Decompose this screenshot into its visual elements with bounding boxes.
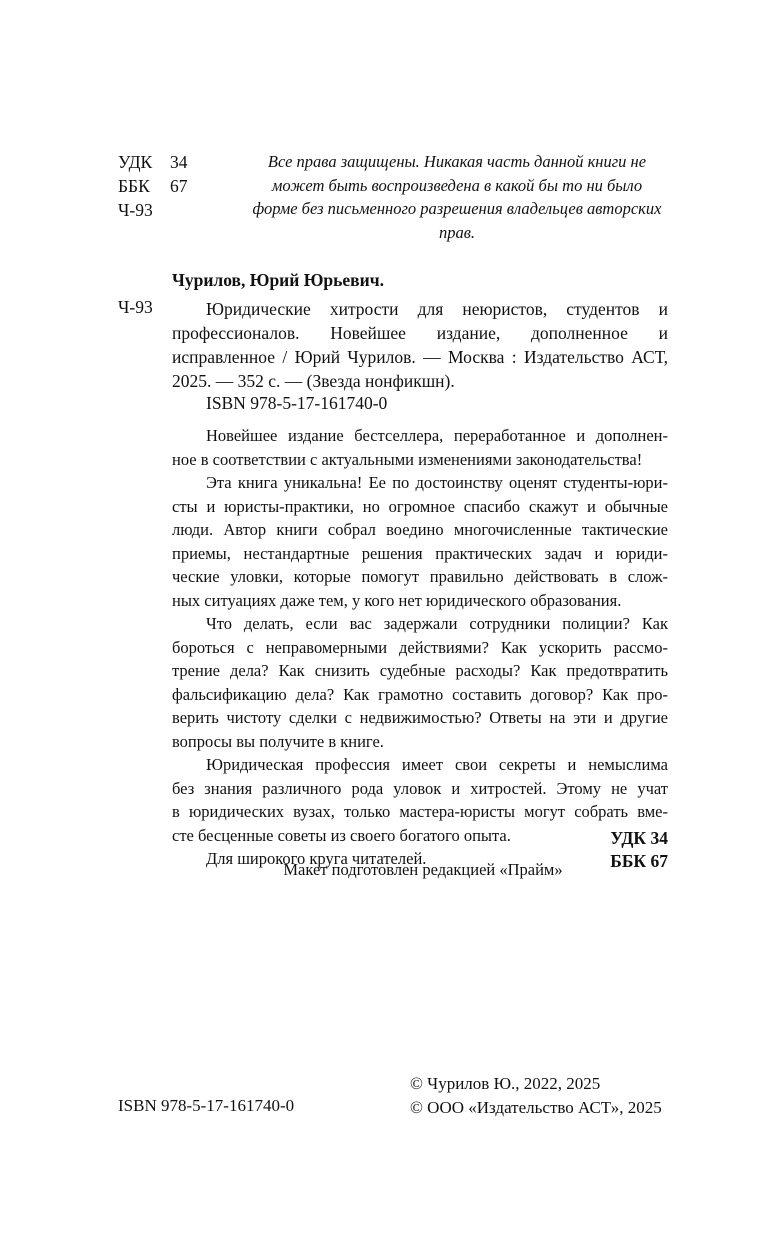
annotation (172, 424, 668, 871)
author-mark-label: Ч-93 (118, 200, 153, 220)
rights-notice: Все права защищены. Никакая часть данной книги не может быть воспроизведена в какой бы то ни было форме без письменного разрешения владельцев авторских прав. (252, 152, 662, 242)
annotation-line: без знания различного рода уловок и хитростей. Этому не учат (172, 778, 668, 798)
biblio-text: Юридические хитрости для неюристов, студентов и профессионалов. Новейшее издание, дополненное и исправленное / Юрий Чурилов. — Москва : Издательство АСТ, 2025. — 352 с. — (Звезда нонфикшн). (172, 299, 668, 391)
annotation-line: бороться с неправомерными действиями? Как ускорить рассмо- (172, 637, 668, 657)
bbk-value: 67 (170, 176, 188, 196)
bibliographic-description (172, 297, 668, 393)
udk-value: 34 (170, 152, 188, 172)
annotation-line: люди. Автор книги собрал воедино многочисленные тактические (172, 520, 668, 539)
bbk-label: ББК (118, 176, 150, 196)
biblio-author-mark: Ч-93 (118, 297, 153, 317)
bbk-code-right: ББК 67 (610, 851, 668, 871)
annotation-line: ное в соответствии с актуальными изменениями законодательства! (172, 449, 643, 469)
copyright-author: © Чурилов Ю., 2022, 2025 (410, 1074, 601, 1093)
udk-code (118, 150, 188, 174)
annotation-line: верить чистоту сделки с недвижимостью? Ответы на эти и другие (172, 708, 668, 727)
isbn-bottom: ISBN 978-5-17-161740-0 (118, 1096, 295, 1115)
annotation-line: ческие уловки, которые помогут правильно действовать в слож- (172, 567, 668, 586)
annotation-line: в юридических вузах, только мастера-юристы могут собрать вме- (172, 802, 668, 821)
annotation-line: фальсификацию дела? Как грамотно составить договор? Как про- (172, 684, 668, 704)
author-heading: Чурилов, Юрий Юрьевич. (172, 270, 384, 290)
author-mark-code (118, 198, 188, 222)
copyright-publisher: © ООО «Издательство АСТ», 2025 (410, 1098, 662, 1117)
annotation-line: Эта книга уникальна! Ее по достоинству оценят студенты-юри- (206, 473, 668, 492)
annotation-line: ных ситуациях даже тем, у кого нет юридического образования. (172, 590, 622, 610)
annotation-line: Новейшее издание бестселлера, переработанное и дополнен- (206, 426, 668, 445)
annotation-line: сты и юристы-практики, но огромное спасибо скажут и обычные (172, 496, 668, 516)
udk-label: УДК (118, 152, 153, 172)
annotation-line: приемы, нестандартные решения практических задач и юриди- (172, 543, 668, 563)
copyright-block (410, 1072, 662, 1120)
annotation-line: трение дела? Как снизить судебные расходы? Как предотвратить (172, 661, 668, 680)
bbk-code (118, 174, 188, 198)
udk-code-right: УДК 34 (610, 828, 668, 848)
prepared-by-note: Макет подготовлен редакцией «Прайм» (283, 860, 563, 879)
annotation-line: Юридическая профессия имеет свои секреты и немыслима (206, 755, 668, 774)
annotation-line: Что делать, если вас задержали сотрудники полиции? Как (206, 614, 668, 633)
isbn-main: ISBN 978-5-17-161740-0 (206, 393, 388, 413)
catalog-codes (118, 150, 188, 222)
annotation-line: вопросы вы получите в книге. (172, 731, 384, 751)
annotation-line: Для широкого круга читателей. (206, 849, 427, 868)
annotation-line: сте бесценные советы из своего богатого опыта. (172, 825, 511, 845)
